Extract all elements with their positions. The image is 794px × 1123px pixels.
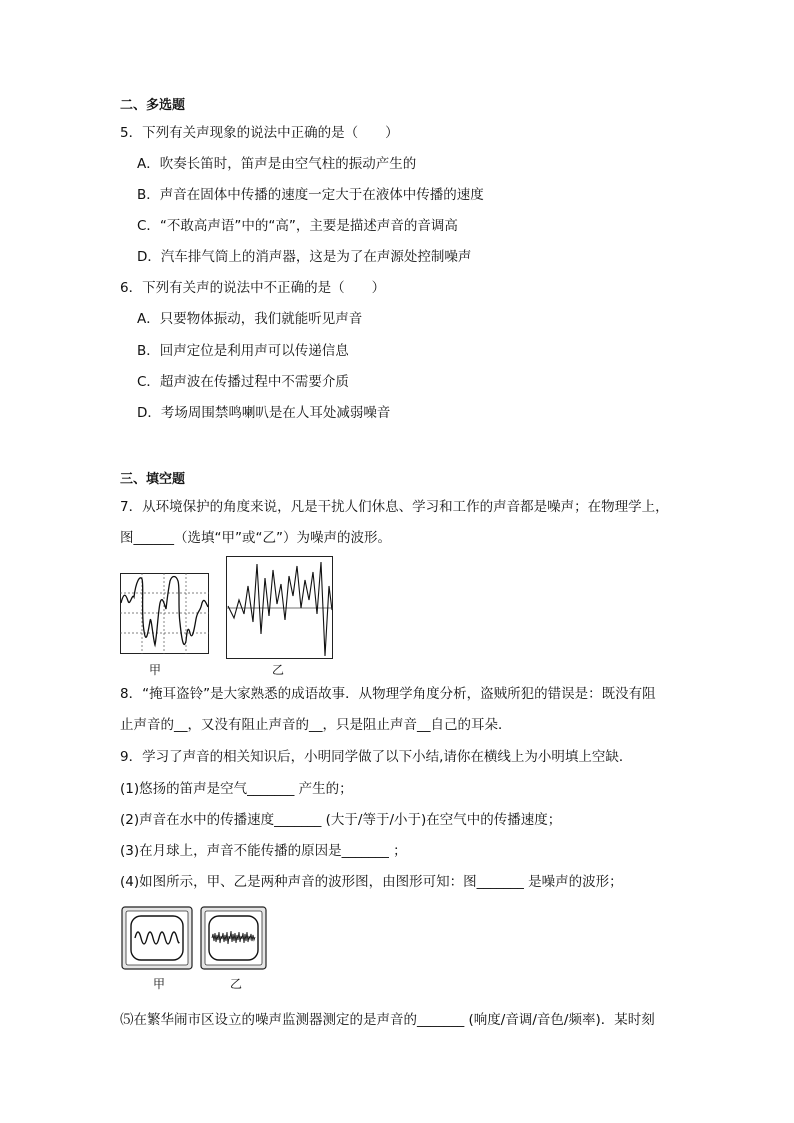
question-9-stem: 9．学习了声音的相关知识后，小明同学做了以下小结,请你在横线上为小明填上空缺． — [120, 749, 633, 765]
q9-label-b: 乙 — [230, 977, 243, 991]
question-8-line-1: 8．“掩耳盗铃”是大家熟悉的成语故事．从物理学角度分析，盗贼所犯的错误是：既没有阻 — [120, 686, 656, 702]
question-5-stem: 5．下列有关声现象的说法中正确的是（ ） — [120, 125, 399, 141]
question-9-item-4: (4)如图所示，甲、乙是两种声音的波形图，由图形可知：图_______ 是噪声的波形； — [120, 874, 623, 890]
question-6-option-c: C．超声波在传播过程中不需要介质 — [137, 374, 349, 390]
question-5-option-b: B．声音在固体中传播的速度一定大于在液体中传播的速度 — [137, 187, 484, 203]
q7-waveform-b-figure — [226, 556, 334, 660]
question-9-item-3: (3)在月球上，声音不能传播的原因是_______ ； — [120, 843, 407, 859]
section-title-multiple-choice: 二、多选题 — [120, 98, 186, 113]
question-6-stem: 6．下列有关声的说法中不正确的是（ ） — [120, 280, 386, 296]
question-5-option-d: D．汽车排气筒上的消声器，这是为了在声源处控制噪声 — [137, 249, 472, 265]
question-9-item-5: ⑸在繁华闹市区设立的噪声监测器测定的是声音的_______ (响度/音调/音色/频率)．某时刻 — [120, 1012, 655, 1028]
question-7-line-2: 图______（选填“甲”或“乙”）为噪声的波形。 — [120, 530, 391, 546]
section-title-fill-in: 三、填空题 — [120, 472, 186, 487]
question-8-line-2: 止声音的__，又没有阻止声音的__，只是阻止声音__自己的耳朵． — [120, 717, 512, 733]
question-7-line-1: 7．从环境保护的角度来说，凡是干扰人们休息、学习和工作的声音都是噪声；在物理学上， — [120, 499, 669, 515]
question-9-item-2: (2)声音在水中的传播速度_______ (大于/等于/小于)在空气中的传播速度； — [120, 812, 562, 828]
q7-label-b: 乙 — [272, 663, 285, 677]
q7-label-a: 甲 — [149, 663, 162, 677]
question-5-option-a: A．吹奏长笛时，笛声是由空气柱的振动产生的 — [137, 156, 417, 172]
question-5-option-c: C．“不敢高声语”中的“高”，主要是描述声音的音调高 — [137, 218, 458, 234]
question-6-option-a: A．只要物体振动，我们就能听见声音 — [137, 311, 363, 327]
q7-waveform-a-figure — [120, 573, 210, 655]
q9-label-a: 甲 — [153, 977, 166, 991]
q9-waveform-a-figure — [121, 906, 195, 972]
question-6-option-d: D．考场周围禁鸣喇叭是在人耳处减弱噪音 — [137, 405, 391, 421]
question-9-item-1: (1)悠扬的笛声是空气_______ 产生的； — [120, 781, 353, 797]
q9-waveform-b-figure — [200, 906, 268, 972]
question-6-option-b: B．回声定位是利用声可以传递信息 — [137, 343, 349, 359]
